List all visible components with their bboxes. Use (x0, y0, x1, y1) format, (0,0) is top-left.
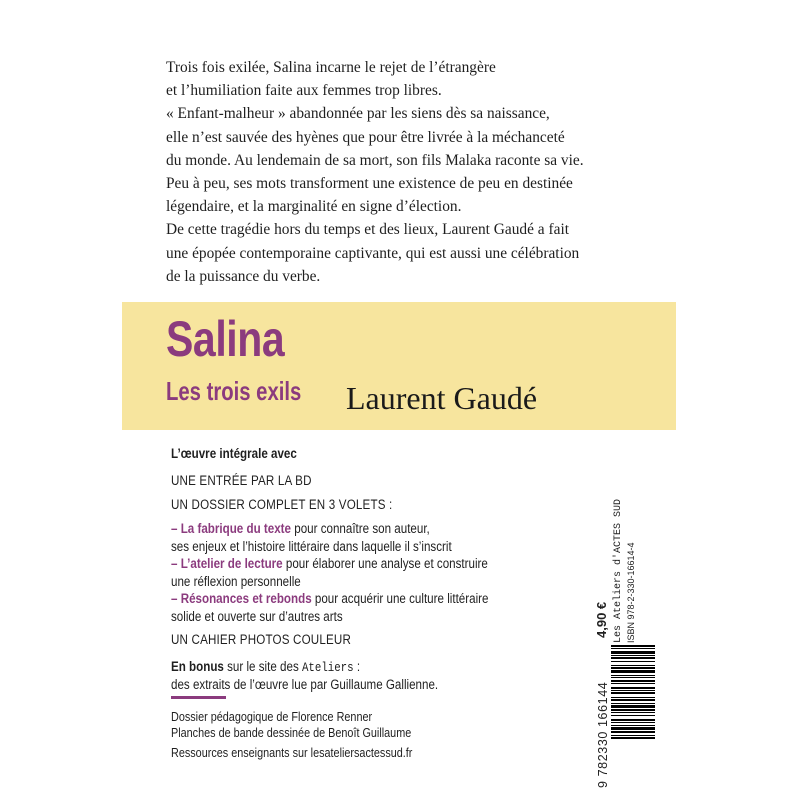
volet-2: – L’atelier de lecture pour élaborer une analyse et construire (171, 556, 488, 571)
volet-3-continued: solide et ouverte sur d’autres arts (171, 609, 343, 624)
blurb-line: « Enfant-malheur » abandonnée par les siens dès sa naissance, (166, 105, 550, 123)
purple-divider (171, 696, 226, 699)
blurb-line: elle n’est sauvée des hyènes que pour être livrée à la méchanceté (166, 128, 565, 146)
blurb-line: De cette tragédie hors du temps et des lieux, Laurent Gaudé a fait (166, 221, 569, 239)
barcode-area (594, 498, 662, 790)
contents-item-bd: UNE ENTRÉE PAR LA BD (171, 473, 312, 488)
book-subtitle: Les trois exils (166, 376, 302, 406)
bonus-label: En bonus (171, 659, 224, 674)
bonus-line-2: des extraits de l’œuvre lue par Guillaume Gallienne. (171, 677, 439, 692)
back-cover-blurb (166, 56, 686, 288)
price-label: 4,90 € (594, 601, 609, 638)
blurb-line: légendaire, et la marginalité en signe d’élection. (166, 198, 462, 216)
blurb-line: du monde. Au lendemain de sa mort, son fils Malaka raconte sa vie. (166, 151, 584, 169)
volet-2-label: L’atelier de lecture (180, 556, 283, 571)
resources-link: lesateliersactessud.fr (310, 746, 413, 760)
blurb-line: de la puissance du verbe. (166, 267, 321, 285)
volet-1: – La fabrique du texte pour connaître son auteur, (171, 521, 430, 536)
credit-ressources: Ressources enseignants sur lesateliersactessud.fr (171, 746, 413, 760)
bonus-site: Ateliers (301, 661, 354, 675)
volet-3: – Résonances et rebonds pour acquérir une culture littéraire (171, 591, 489, 606)
credit-dossier: Dossier pédagogique de Florence Renner (171, 710, 373, 724)
credit-planches: Planches de bande dessinée de Benoît Guillaume (171, 726, 412, 740)
author-name: Laurent Gaudé (346, 380, 538, 416)
contents-heading: L’œuvre intégrale avec (171, 446, 297, 461)
blurb-line: une épopée contemporaine captivante, qui est aussi une célébration (166, 244, 580, 262)
volet-3-label: Résonances et rebonds (180, 591, 312, 606)
barcode-digits: 9 782330 166144 (596, 681, 610, 788)
title-band (122, 302, 676, 430)
contents-item-dossier: UN DOSSIER COMPLET EN 3 VOLETS : (171, 497, 393, 512)
volet-1-continued: ses enjeux et l’histoire littéraire dans laquelle il s’inscrit (171, 539, 452, 554)
blurb-line: Peu à peu, ses mots transforment une existence de peu en destinée (166, 175, 573, 193)
isbn-label: ISBN 978-2-330-16614-4 (626, 542, 636, 643)
book-title: Salina (166, 311, 285, 367)
blurb-line: et l’humiliation faite aux femmes trop libres. (166, 82, 442, 100)
barcode (611, 645, 655, 783)
publisher-label: Les Ateliers d'ACTES SUD (613, 498, 624, 643)
blurb-line: Trois fois exilée, Salina incarne le rejet de l’étrangère (166, 59, 496, 76)
bonus-line: En bonus sur le site des Ateliers : (171, 659, 361, 675)
volet-2-continued: une réflexion personnelle (171, 574, 301, 589)
contents-item-photos: UN CAHIER PHOTOS COULEUR (171, 632, 352, 647)
volet-1-label: La fabrique du texte (180, 521, 292, 536)
